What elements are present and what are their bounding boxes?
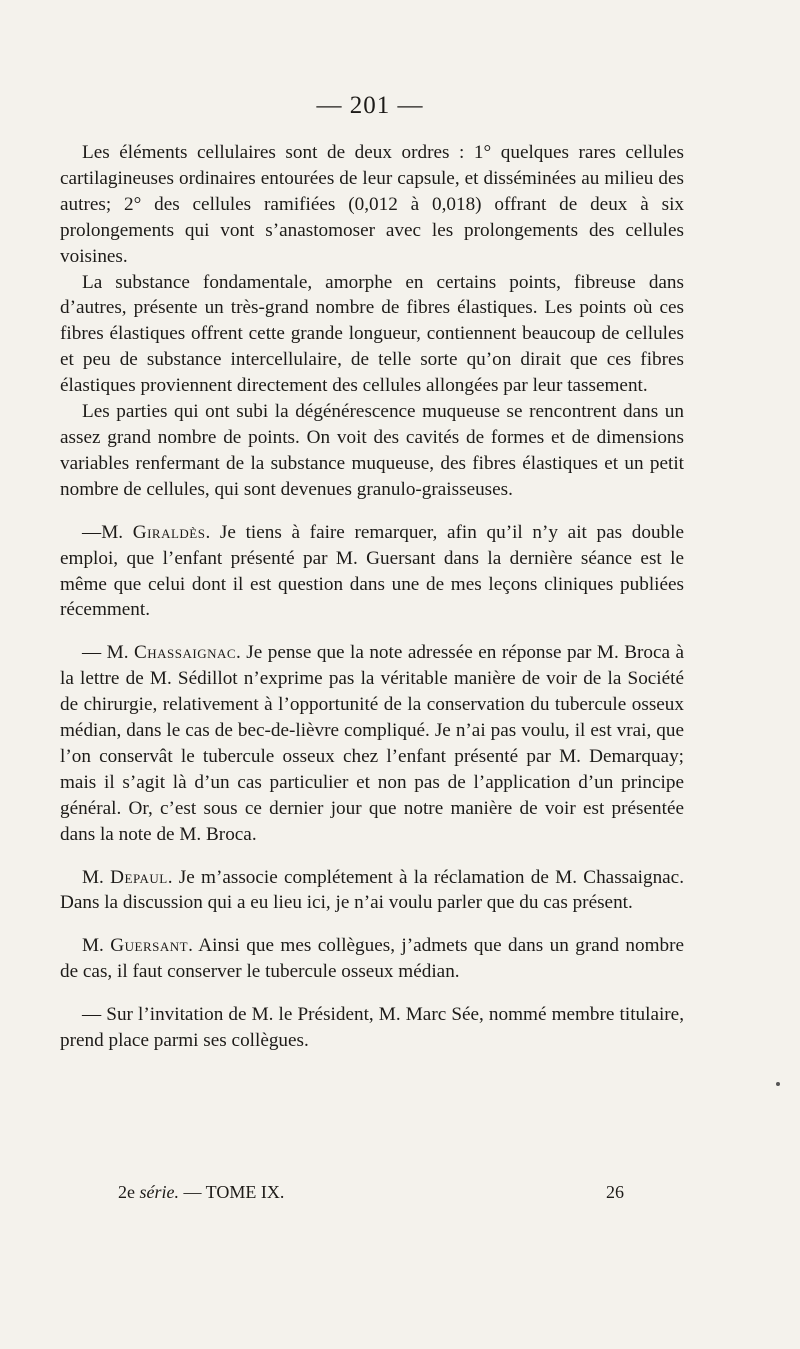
ink-speck <box>776 1082 780 1086</box>
speech-text: . Je tiens à faire remarquer, afin qu’il n’y ait pas double emploi, que l’enfant présenté par M. Guersant dans la dernière séance est le même que celui dont il est question dans une de mes leçons cliniques publiées récemment. <box>60 521 684 621</box>
paragraph-marc-see: — Sur l’invitation de M. le Président, M. Marc Sée, nommé membre titulaire, prend place parmi ses collègues. <box>60 1004 684 1052</box>
speech-text: . Je m’associe complétement à la réclamation de M. Chassaignac. Dans la discussion qui a eu lieu ici, je n’ai voulu parler que du cas présent. <box>60 866 684 914</box>
series-word: série. <box>139 1182 179 1202</box>
paragraph-mucous-degeneration: Les parties qui ont subi la dégénérescence muqueuse se rencontrent dans un assez grand nombre de points. On voit des cavités de formes et de dimensions variables renfermant de la substance muqueuse, des fibres élastiques et un petit nombre de cellules, qui sont devenues granulo-graisseuses. <box>60 401 684 500</box>
speaker-name: Depaul <box>110 866 168 888</box>
speaker-name: Chassaignac <box>133 642 237 664</box>
speaker-name: Giraldès <box>132 521 206 543</box>
series-number: 2e <box>118 1182 135 1202</box>
paragraph-guersant <box>60 933 684 985</box>
speech-text: . Je pense que la note adressée en réponse par M. Broca à la lettre de M. Sédillot n’exprime pas la véritable manière de voir de la Société de chirurgie, relativement à l’opportunité de la conservation du tubercule osseux médian, dans le cas de bec-de-lièvre compliqué. Je n’ai pas voulu, il est vrai, que l’on conservât le tubercule osseux chez l’enfant présenté par M. Demarquay; mais il s’agit là d’un cas particulier et non pas de l’application d’un principe général. Or, c’est sous ce dernier jour que notre manière de voir est présentée dans la note de M. Broca. <box>60 642 684 845</box>
paragraph-cellular-elements: Les éléments cellulaires sont de deux ordres : 1° quelques rares cellules cartilagineuses ordinaires entourées de leur capsule, et disséminées au milieu des autres; 2° des cellules ramifiées (0,012 à 0,018) offrant de deux à six prolongements qui vont s’anastomoser avec les prolongements des cellules voisines. <box>60 142 684 267</box>
speaker-prefix: — M. <box>82 642 134 664</box>
paragraph-depaul <box>60 865 684 917</box>
speaker-prefix: M. <box>82 866 111 888</box>
signature-mark: 26 <box>606 1182 624 1202</box>
page-footer <box>118 1182 624 1203</box>
tome-label: — TOME IX. <box>183 1182 285 1202</box>
series-label <box>118 1182 284 1203</box>
speaker-prefix: M. <box>82 935 111 957</box>
paragraph-chassaignac <box>60 640 684 847</box>
page-number: — 201 — <box>316 92 424 119</box>
speech-text: . Ainsi que mes collègues, j’admets que dans un grand nombre de cas, il faut conserver le tubercule osseux médian. <box>60 935 684 983</box>
paragraph-ground-substance: La substance fondamentale, amorphe en certains points, fibreuse dans d’autres, présente un très-grand nombre de fibres élastiques. Les points où ces fibres élastiques offrent cette grande longueur, contiennent beaucoup de cellules et peu de substance intercellulaire, de telle sorte qu’on dirait que ces fibres élastiques proviennent directement des cellules allongées par leur tassement. <box>60 271 684 397</box>
body-text <box>60 140 684 1054</box>
speaker-prefix: —M. <box>82 521 133 543</box>
speaker-name: Guersant <box>110 935 189 957</box>
paragraph-giraldes <box>60 520 684 624</box>
